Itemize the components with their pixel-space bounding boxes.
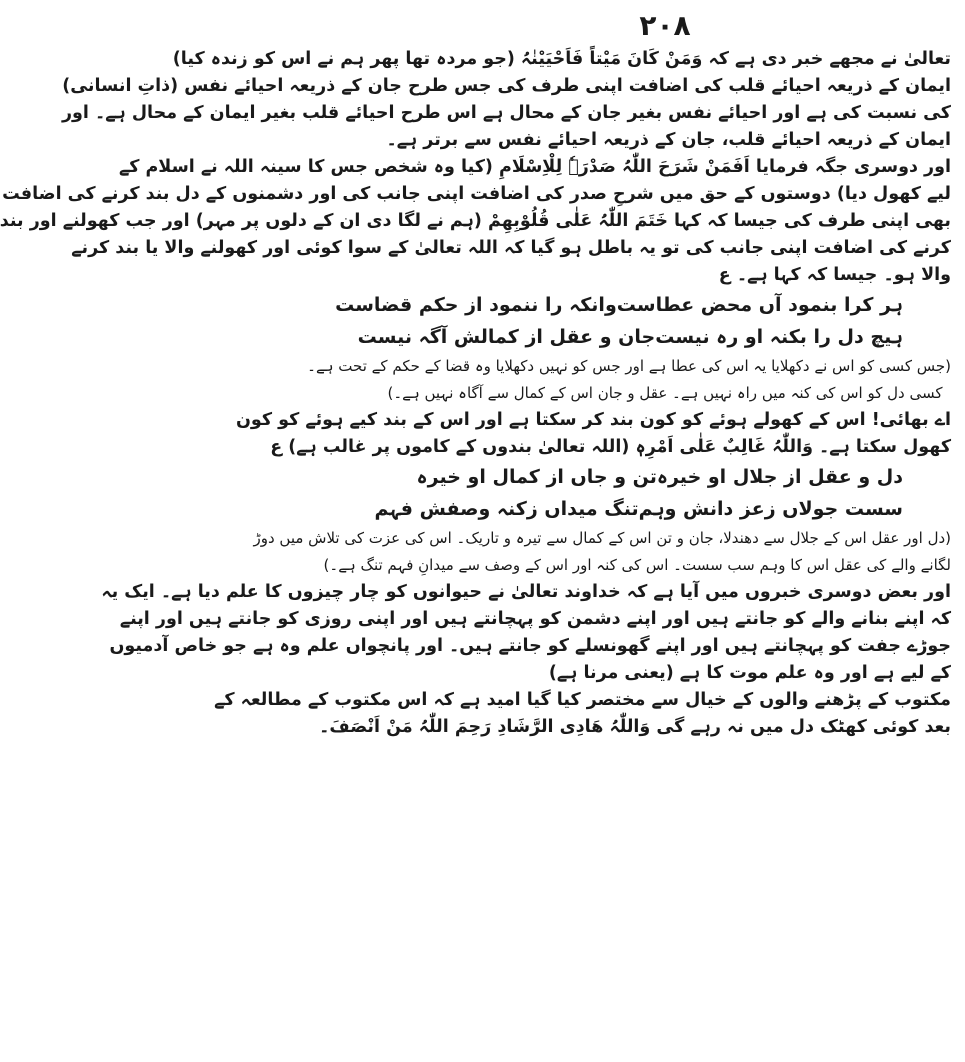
verse-hemistich: ہیچ دل را بکنہ او رہ نیست (655, 326, 903, 348)
verse-couplet (379, 461, 951, 493)
translation-line: (دل اور عقل اس کے جلال سے دھندلا، جان و تن اس کے کمال سے تیرہ و تاریک۔ اس کی عزت کی تلاش میں دوڑ (253, 529, 951, 547)
text-line: اے بھائی! اس کے کھولے ہوئے کو کون بند کر سکتا ہے اور اس کے بند کیے ہوئے کو کون (235, 410, 951, 430)
verse-hemistich: وانکہ را ننمود از حکم قضاست (335, 294, 617, 316)
verse-hemistich: تنگ میداں زکنہ وصفش فہم (374, 498, 639, 520)
translation-line: لگانے والے کی عقل اس کا وہم سب سست۔ اس کی کنہ اور اس کے وصف سے میدانِ فہم تنگ ہے۔) (323, 556, 951, 574)
text-line: بھی اپنی طرف کی جیسا کہ کہا خَتَمَ اللّٰہُ عَلٰی قُلُوْبِھِمْ (ہم نے لگا دی ان کے دلوں پر مہر) اور جب کھولنے اور بند (0, 211, 951, 231)
verse-hemistich: تن و جاں از کمال او خیرہ (416, 466, 657, 488)
text-line: لیے کھول دیا) دوستوں کے حق میں شرحِ صدر کی اضافت اپنی جانب کی اور دشمنوں کے دل بند کرنے کی اضافت (2, 184, 951, 204)
verse-couplet (335, 289, 951, 321)
verse-hemistich: سست جولاں زعز دانش وہم (638, 498, 903, 520)
text-line: کرنے کی اضافت اپنی جانب کی تو یہ باطل ہو گیا کہ اللہ تعالیٰ کے سوا کوئی اور کھولنے والا یا بند کرنے (71, 238, 951, 258)
translation-line: کسی دل کو اس کی کنہ میں راہ نہیں ہے۔ عقل و جان اس کے کمال سے آگاہ نہیں ہے۔) (387, 384, 943, 402)
verse-hemistich: جان و عقل از کمالش آگہ نیست (357, 326, 656, 348)
text-line: اور دوسری جگہ فرمایا اَفَمَنْ شَرَحَ اللّٰہُ صَدْرَہٗ لِلْاِسْلَامِ (کیا وہ شخص جس کا سینہ اللہ نے اسلام کے (118, 157, 951, 177)
text-line: کہ اپنے بنانے والے کو جانتے ہیں اور اپنے دشمن کو پہچانتے ہیں اور اپنی روزی کو جانتے ہیں اور اپنے (119, 609, 951, 629)
text-line: والا ہو۔ جیسا کہ کہا ہے۔ ع (718, 265, 951, 285)
verse-hemistich: دل و عقل از جلال او خیرہ (656, 466, 903, 488)
text-body (0, 46, 951, 741)
translation-line: (جس کسی کو اس نے دکھلایا یہ اس کی عطا ہے اور جس کو نہیں دکھلایا وہ قضا کے حکم کے تحت ہے۔ (307, 357, 951, 375)
verse-couplet (374, 493, 951, 525)
text-line: اور بعض دوسری خبروں میں آیا ہے کہ خداوند تعالیٰ نے حیوانوں کو چار چیزوں کا علم دیا ہے۔ ایک یہ (101, 582, 951, 602)
verse-hemistich: ہر کرا بنمود آں محض عطاست (616, 294, 903, 316)
page-number: ۲۰۸ (639, 9, 691, 42)
text-line: کھول سکتا ہے۔ وَاللّٰہُ غَالِبٌ عَلٰی اَمْرِہٖ (اللہ تعالیٰ بندوں کے کاموں پر غالب ہے) ع (270, 437, 951, 457)
text-line: ایمان کے ذریعہ احیائے قلب کی اضافت اپنی طرف کی جس طرح جان کے ذریعہ احیائے نفس (ذاتِ انسانی) (62, 76, 951, 96)
text-line: ایمان کے ذریعہ احیائے قلب، جان کے ذریعہ احیائے نفس سے برتر ہے۔ (386, 130, 951, 150)
text-line: مکتوب کے پڑھنے والوں کے خیال سے مختصر کیا گیا امید ہے کہ اس مکتوب کے مطالعہ کے (214, 690, 951, 710)
text-line: تعالیٰ نے مجھے خبر دی ہے کہ وَمَنْ کَانَ مَیْتاً فَاَحْیَیْنٰہُ (جو مردہ تھا پھر ہم نے اس کو زندہ کیا) (172, 49, 951, 69)
text-line: کی نسبت کی ہے اور احیائے نفس بغیر جان کے محال ہے اس طرح احیائے قلب بغیر ایمان کے محال ہے۔ اور (61, 103, 951, 123)
verse-couplet (357, 321, 951, 353)
text-line: جوڑے جفت کو پہچانتے ہیں اور اپنے گھونسلے کو جانتے ہیں۔ اور پانچواں علم وہ ہے جو خاص آدمیوں (109, 636, 951, 656)
text-line: بعد کوئی کھٹک دل میں نہ رہے گی وَاللّٰہُ ھَادِی الرَّشَادِ رَحِمَ اللّٰہُ مَنْ اَنْصَفَ۔ (319, 717, 951, 737)
text-line: کے لیے ہے اور وہ علم موت کا ہے (یعنی مرنا ہے) (548, 663, 951, 683)
